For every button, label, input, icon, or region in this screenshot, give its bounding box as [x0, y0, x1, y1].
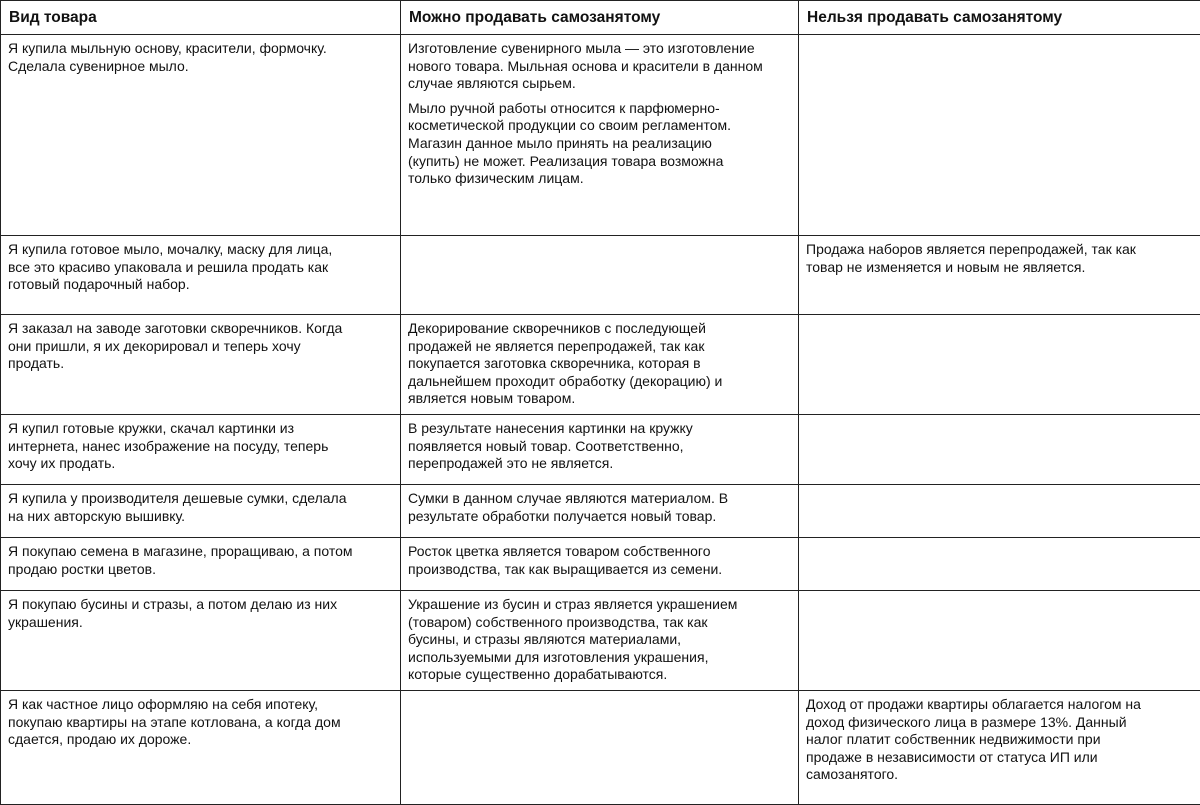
can-sell-line: Мыло ручной работы относится к парфюмерно-: [408, 100, 720, 116]
can-sell-line: (купить) не может. Реализация товара возможна: [408, 153, 723, 169]
product-type-line: готовый подарочный набор.: [8, 276, 190, 292]
product-type-text: [8, 241, 393, 294]
can-sell-line: Украшение из бусин и страз является украшением: [408, 596, 737, 612]
can-sell-paragraph: [408, 320, 791, 408]
can-sell-line: Декорирование скворечников с последующей: [408, 320, 706, 336]
product-type-text: [8, 696, 393, 749]
product-type-line: продаю ростки цветов.: [8, 561, 156, 577]
table-header-row: [1, 1, 1200, 35]
product-type-cell: [1, 315, 401, 415]
can-sell-paragraph: [408, 490, 791, 525]
cannot-sell-line: товар не изменяется и новым не является.: [806, 259, 1085, 275]
table-row: [1, 537, 1200, 590]
product-type-line: сдается, продаю их дороже.: [8, 731, 191, 747]
product-type-line: Я купила у производителя дешевые сумки, сделала: [8, 490, 347, 506]
product-type-line: они пришли, я их декорировал и теперь хочу: [8, 338, 301, 354]
table-row: [1, 414, 1200, 484]
product-type-line: продать.: [8, 355, 64, 371]
product-type-line: Я купила готовое мыло, мочалку, маску для лица,: [8, 241, 332, 257]
can-sell-cell: [401, 537, 799, 590]
can-sell-cell: [401, 414, 799, 484]
can-sell-cell: [401, 484, 799, 537]
can-sell-line: используемыми для изготовления украшения,: [408, 649, 708, 665]
cannot-sell-cell: [799, 236, 1200, 315]
product-type-text: [8, 40, 393, 75]
table-row: [1, 35, 1200, 236]
header-can-sell: Можно продавать самозанятому: [401, 1, 799, 35]
cannot-sell-line: самозанятого.: [806, 766, 898, 782]
product-type-line: Я купила мыльную основу, красители, формочку.: [8, 40, 327, 56]
cannot-sell-line: Доход от продажи квартиры облагается налогом на: [806, 696, 1141, 712]
can-sell-line: которые существенно дорабатываются.: [408, 666, 667, 682]
product-type-cell: [1, 690, 401, 804]
can-sell-cell: [401, 315, 799, 415]
can-sell-line: (товаром) собственного производства, так как: [408, 614, 708, 630]
product-type-text: [8, 490, 393, 525]
can-sell-line: производства, так как выращивается из семени.: [408, 561, 722, 577]
cannot-sell-line: продаже в независимости от статуса ИП или: [806, 749, 1098, 765]
can-sell-cell: [401, 236, 799, 315]
can-sell-line: является новым товаром.: [408, 390, 575, 406]
product-type-text: [8, 420, 393, 473]
cannot-sell-paragraph: [806, 241, 1193, 276]
product-type-line: Я покупаю бусины и стразы, а потом делаю из них: [8, 596, 337, 612]
can-sell-cell: [401, 590, 799, 690]
can-sell-paragraph: [408, 40, 791, 93]
product-type-line: на них авторскую вышивку.: [8, 508, 185, 524]
table-row: [1, 590, 1200, 690]
header-cannot-sell: Нельзя продавать самозанятому: [799, 1, 1200, 35]
cannot-sell-cell: [799, 537, 1200, 590]
cannot-sell-cell: [799, 35, 1200, 236]
product-type-line: украшения.: [8, 614, 83, 630]
can-sell-paragraph: [408, 420, 791, 473]
can-sell-paragraph: [408, 596, 791, 684]
product-type-line: все это красиво упаковала и решила продать как: [8, 259, 328, 275]
product-type-cell: [1, 35, 401, 236]
product-type-text: [8, 543, 393, 578]
cannot-sell-cell: [799, 690, 1200, 804]
table-body: [1, 35, 1200, 805]
can-sell-line: Сумки в данном случае являются материалом. В: [408, 490, 728, 506]
cannot-sell-paragraph: [806, 696, 1193, 784]
product-type-line: Сделала сувенирное мыло.: [8, 58, 189, 74]
product-type-cell: [1, 484, 401, 537]
product-type-line: хочу их продать.: [8, 455, 115, 471]
cannot-sell-cell: [799, 484, 1200, 537]
product-type-line: Я заказал на заводе заготовки скворечников. Когда: [8, 320, 342, 336]
can-sell-line: продажей не является перепродажей, так как: [408, 338, 704, 354]
product-type-text: [8, 320, 393, 373]
product-type-cell: [1, 590, 401, 690]
can-sell-line: В результате нанесения картинки на кружку: [408, 420, 693, 436]
table-row: [1, 690, 1200, 804]
can-sell-line: покупается заготовка скворечника, которая в: [408, 355, 701, 371]
table-row: [1, 315, 1200, 415]
table-row: [1, 236, 1200, 315]
cannot-sell-line: Продажа наборов является перепродажей, так как: [806, 241, 1136, 257]
product-type-line: покупаю квартиры на этапе котлована, а когда дом: [8, 714, 341, 730]
can-sell-line: бусины, и стразы являются материалами,: [408, 631, 681, 647]
cannot-sell-line: налог платит собственник недвижимости при: [806, 731, 1101, 747]
can-sell-line: дальнейшем проходит обработку (декорацию) и: [408, 373, 722, 389]
product-type-line: Я купил готовые кружки, скачал картинки из: [8, 420, 294, 436]
can-sell-line: Магазин данное мыло принять на реализацию: [408, 135, 712, 151]
cannot-sell-cell: [799, 414, 1200, 484]
can-sell-paragraph: [408, 543, 791, 578]
can-sell-line: только физическим лицам.: [408, 170, 584, 186]
can-sell-line: перепродажей это не является.: [408, 455, 613, 471]
product-type-text: [8, 596, 393, 631]
table-row: [1, 484, 1200, 537]
header-product-type: Вид товара: [1, 1, 401, 35]
can-sell-line: Изготовление сувенирного мыла — это изготовление: [408, 40, 755, 56]
product-type-cell: [1, 537, 401, 590]
product-type-line: Я покупаю семена в магазине, проращиваю, а потом: [8, 543, 353, 559]
can-sell-paragraph: [408, 100, 791, 188]
can-sell-line: случае являются сырьем.: [408, 75, 576, 91]
can-sell-line: результате обработки получается новый товар.: [408, 508, 716, 524]
cannot-sell-cell: [799, 315, 1200, 415]
product-type-line: Я как частное лицо оформляю на себя ипотеку,: [8, 696, 318, 712]
product-type-cell: [1, 414, 401, 484]
can-sell-line: нового товара. Мыльная основа и красители в данном: [408, 58, 763, 74]
can-sell-cell: [401, 35, 799, 236]
cannot-sell-cell: [799, 590, 1200, 690]
cannot-sell-line: доход физического лица в размере 13%. Данный: [806, 714, 1127, 730]
product-type-line: интернета, нанес изображение на посуду, теперь: [8, 438, 328, 454]
can-sell-line: косметической продукции со своим регламентом.: [408, 117, 731, 133]
can-sell-line: Росток цветка является товаром собственного: [408, 543, 711, 559]
can-sell-line: появляется новый товар. Соответственно,: [408, 438, 684, 454]
can-sell-cell: [401, 690, 799, 804]
product-type-cell: [1, 236, 401, 315]
